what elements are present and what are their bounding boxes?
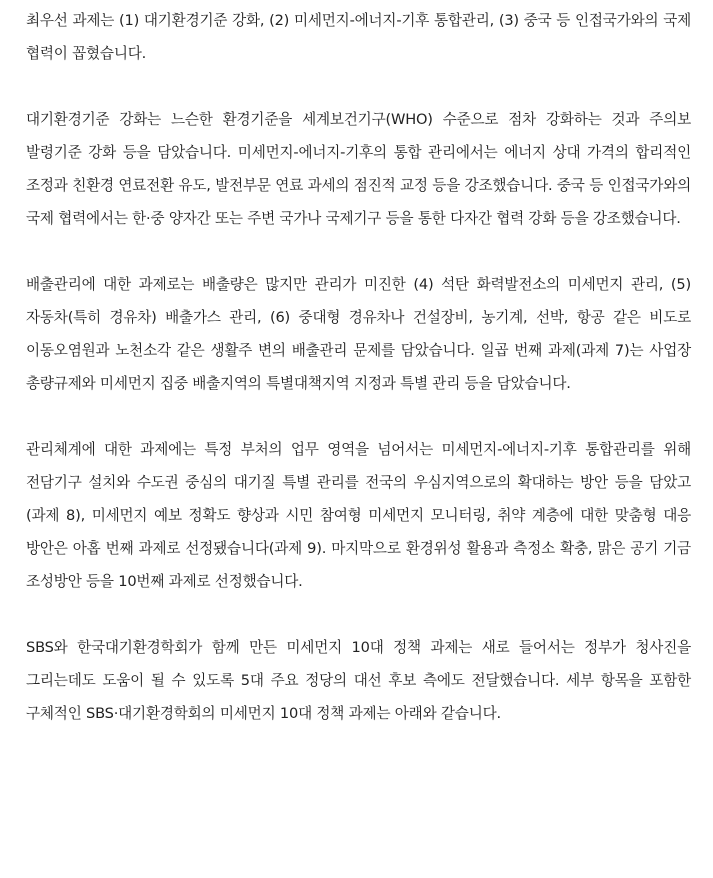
article-body bbox=[26, 4, 691, 730]
paragraph-management-system: 관리체계에 대한 과제에는 특정 부처의 업무 영역을 넘어서는 미세먼지-에너지-기후 통합관리를 위해 전담기구 설치와 수도권 중심의 대기질 특별 관리를 전국의 우심지역으로의 확대하는 방안 등을 담았고(과제 8), 미세먼지 예보 정확도 향상과 시민 참여형 미세먼지 모니터링, 취약 계층에 대한 맞춤형 대응 방안은 아홉 번째 과제로 선정됐습니다(과제 9). 마지막으로 환경위성 활용과 측정소 확충, 맑은 공기 기금 조성방안 등을 10번째 과제로 선정했습니다. bbox=[26, 441, 691, 590]
paragraph-closing: SBS와 한국대기환경학회가 함께 만든 미세먼지 10대 정책 과제는 새로 들어서는 정부가 청사진을 그리는데도 도움이 될 수 있도록 5대 주요 정당의 대선 후보 측에도 전달했습니다. 세부 항목을 포함한 구체적인 SBS·대기환경학회의 미세먼지 10대 정책 과제는 아래와 같습니다. bbox=[26, 639, 691, 722]
paragraph-air-quality-standards: 대기환경기준 강화는 느슨한 환경기준을 세계보건기구(WHO) 수준으로 점차 강화하는 것과 주의보 발령기준 강화 등을 담았습니다. 미세먼지-에너지-기후의 통합 관리에서는 에너지 상대 가격의 합리적인 조정과 친환경 연료전환 유도, 발전부문 연료 과세의 점진적 교정 등을 강조했습니다. 중국 등 인접국가와의 국제 협력에서는 한·중 양자간 또는 주변 국가나 국제기구 등을 통한 다자간 협력 강화 등을 강조했습니다. bbox=[26, 111, 691, 227]
paragraph-emission-management: 배출관리에 대한 과제로는 배출량은 많지만 관리가 미진한 (4) 석탄 화력발전소의 미세먼지 관리, (5) 자동차(특히 경유차) 배출가스 관리, (6) 중대형 경유차나 건설장비, 농기계, 선박, 항공 같은 비도로 이동오염원과 노천소각 같은 생활주 변의 배출관리 문제를 담았습니다. 일곱 번째 과제(과제 7)는 사업장 총량규제와 미세먼지 집중 배출지역의 특별대책지역 지정과 특별 관리 등을 담았습니다. bbox=[26, 276, 691, 392]
paragraph-priority-tasks: 최우선 과제는 (1) 대기환경기준 강화, (2) 미세먼지-에너지-기후 통합관리, (3) 중국 등 인접국가와의 국제 협력이 꼽혔습니다. bbox=[26, 12, 691, 62]
